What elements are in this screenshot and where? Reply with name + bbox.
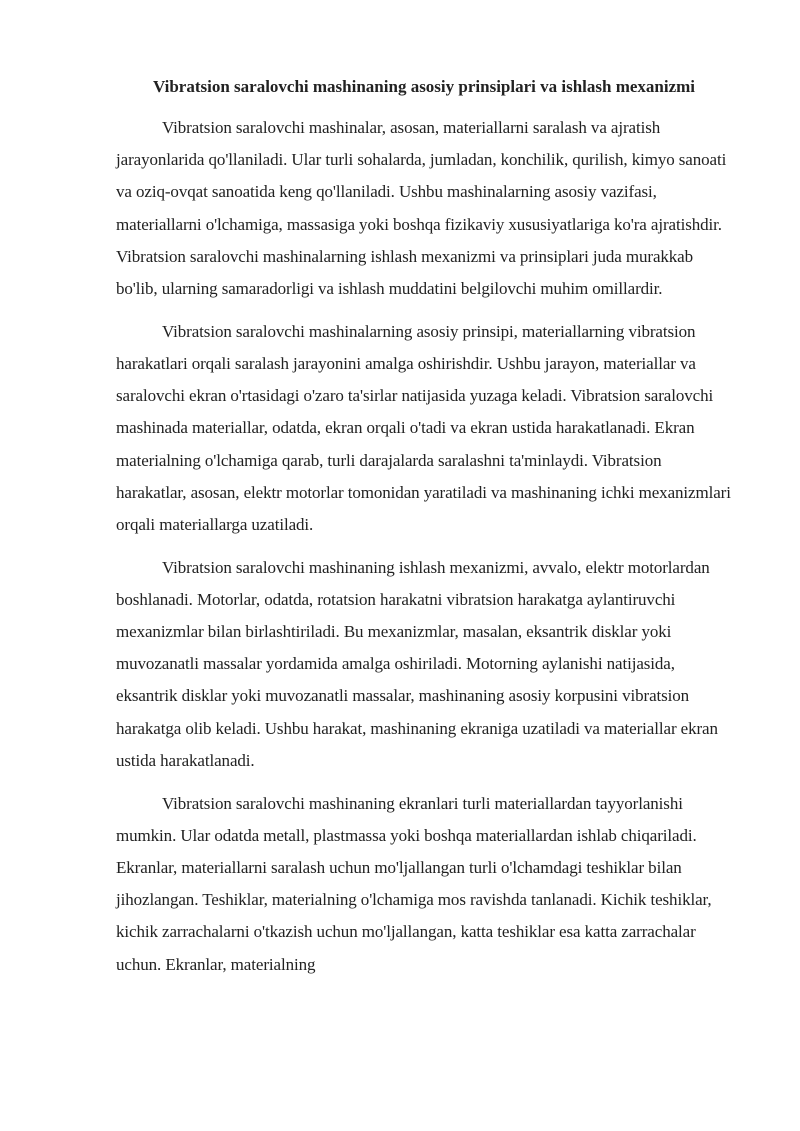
paragraph-1: Vibratsion saralovchi mashinalar, asosan, materiallarni saralash va ajratish jarayonlarida qo'llaniladi. Ular turli sohalarda, jumladan, konchilik, qurilish, kimyo sanoati va oziq-ovqat sanoatida keng qo'llaniladi. Ushbu mashinalarning asosiy vazifasi, materiallarni o'lchamiga, massasiga yoki boshqa fizikaviy xususiyatlariga ko'ra ajratishdir. Vibratsion saralovchi mashinalarning ishlash mexanizmi va prinsiplari juda murakkab bo'lib, ularning samaradorligi va ishlash muddatini belgilovchi muhim omillardir. [116, 118, 727, 299]
paragraph-4: Vibratsion saralovchi mashinaning ekranlari turli materiallardan tayyorlanishi mumkin. Ular odatda metall, plastmassa yoki boshqa materiallardan ishlab chiqariladi. Ekranlar, materiallarni saralash uchun mo'ljallangan turli o'lchamdagi teshiklar bilan jihozlangan. Teshiklar, materialning o'lchamiga mos ravishda tanlanadi. Kichik teshiklar, kichik zarrachalarni o'tkazish uchun mo'ljallangan, katta teshiklar esa katta zarrachalar uchun. Ekranlar, materialning [116, 793, 712, 974]
paragraph-3: Vibratsion saralovchi mashinaning ishlash mexanizmi, avvalo, elektr motorlardan boshlanadi. Motorlar, odatda, rotatsion harakatni vibratsion harakatga aylantiruvchi mexanizmlar bilan birlashtiriladi. Bu mexanizmlar, masalan, eksantrik disklar yoki muvozanatli massalar yordamida amalga oshiriladi. Motorning aylanishi natijasida, eksantrik disklar yoki muvozanatli massalar, mashinaning asosiy korpusini vibratsion harakatga olib keladi. Ushbu harakat, mashinaning ekraniga uzatiladi va materiallar ekran ustida harakatlanadi. [116, 557, 718, 770]
document-title: Vibratsion saralovchi mashinaning asosiy prinsiplari va ishlash mexanizmi [152, 77, 696, 96]
paragraph-2: Vibratsion saralovchi mashinalarning asosiy prinsipi, materiallarning vibratsion harakatlari orqali saralash jarayonini amalga oshirishdir. Ushbu jarayon, materiallar va saralovchi ekran o'rtasidagi o'zaro ta'sirlar natijasida yuzaga keladi. Vibratsion saralovchi mashinada materiallar, odatda, ekran orqali o'tadi va ekran ustida harakatlanadi. Ekran materialning o'lchamiga qarab, turli darajalarda saralashni ta'minlaydi. Vibratsion harakatlar, asosan, elektr motorlar tomonidan yaratiladi va mashinaning ichki mexanizmlari orqali materiallarga uzatiladi. [116, 321, 731, 534]
